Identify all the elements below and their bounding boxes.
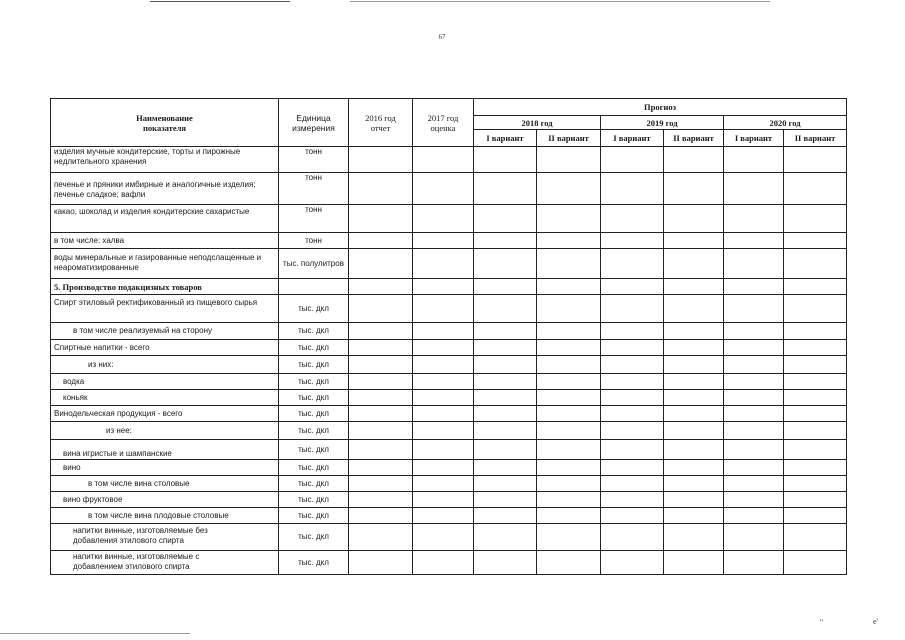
row-name: в том числе реализуемый на сторону <box>51 323 279 340</box>
table-row <box>51 460 847 476</box>
footer-mark-right: e' <box>873 617 878 626</box>
row-name: Винодельческая продукция - всего <box>51 406 279 422</box>
table-row-section <box>51 279 847 295</box>
row-unit: тонн <box>279 173 349 205</box>
row-unit: тонн <box>279 233 349 249</box>
row-unit: тыс. дкл <box>279 524 349 551</box>
table-row <box>51 390 847 406</box>
header-2019-variant2: II вариант <box>664 130 724 147</box>
row-unit: тыс. дкл <box>279 295 349 323</box>
table-row <box>51 476 847 492</box>
row-unit: тыс. дкл <box>279 422 349 440</box>
scan-artifact-line <box>0 633 190 634</box>
header-unit: Единица измерения <box>279 99 349 147</box>
row-unit: тыс. дкл <box>279 492 349 508</box>
row-name: Спирт этиловый ректификованный из пищевого сырья <box>51 295 279 323</box>
row-unit: тыс. дкл <box>279 323 349 340</box>
table-row <box>51 233 847 249</box>
row-name: вина игристые и шампанские <box>51 440 279 460</box>
row-name: в том числе вина столовые <box>51 476 279 492</box>
table-row <box>51 551 847 575</box>
row-name: Спиртные напитки - всего <box>51 340 279 356</box>
row-name: воды минеральные и газированные неподслащенные и неароматизированные <box>51 249 279 279</box>
row-unit: тыс. дкл <box>279 551 349 575</box>
row-name: коньяк <box>51 390 279 406</box>
row-unit: тыс. дкл <box>279 356 349 374</box>
table-row <box>51 406 847 422</box>
row-unit: тыс. дкл <box>279 374 349 390</box>
table-row <box>51 340 847 356</box>
table-row <box>51 295 847 323</box>
scan-artifact-line <box>150 1 290 2</box>
header-2020: 2020 год <box>724 116 847 130</box>
header-2018: 2018 год <box>474 116 601 130</box>
header-2019-variant1: I вариант <box>601 130 664 147</box>
row-name: вино <box>51 460 279 476</box>
table-row <box>51 173 847 205</box>
table-row <box>51 508 847 524</box>
row-unit: тонн <box>279 147 349 173</box>
row-unit <box>279 279 349 295</box>
row-name: напитки винные, изготовляемые без добавления этилового спирта <box>51 524 279 551</box>
table-row <box>51 492 847 508</box>
row-name: из них: <box>51 356 279 374</box>
header-2018-variant1: I вариант <box>474 130 537 147</box>
row-unit: тыс. дкл <box>279 406 349 422</box>
page-number: 67 <box>438 33 446 41</box>
header-forecast: Прогноз <box>474 99 847 116</box>
section-title: 5. Производство подакцизных товаров <box>51 279 279 295</box>
row-unit: тыс. дкл <box>279 390 349 406</box>
table-row <box>51 524 847 551</box>
row-unit: тыс. дкл <box>279 460 349 476</box>
table-row <box>51 147 847 173</box>
row-name: печенье и пряники имбирные и аналогичные изделия; печенье сладкое; вафли <box>51 173 279 205</box>
row-unit: тыс. дкл <box>279 476 349 492</box>
footer-mark-left: '' <box>820 618 823 627</box>
row-unit: тыс. дкл <box>279 340 349 356</box>
header-2018-variant2: II вариант <box>537 130 601 147</box>
row-name: вино фруктовое <box>51 492 279 508</box>
row-name: в том числе вина плодовые столовые <box>51 508 279 524</box>
header-2017: 2017 год оценка <box>413 99 474 147</box>
row-unit: тонн <box>279 205 349 233</box>
table-row <box>51 205 847 233</box>
table-row <box>51 440 847 460</box>
header-name: Наименование показателя <box>51 99 279 147</box>
row-name: водка <box>51 374 279 390</box>
row-name: какао, шоколад и изделия кондитерские сахаристые <box>51 205 279 233</box>
header-2016: 2016 год отчет <box>349 99 413 147</box>
row-unit: тыс. полулитров <box>279 249 349 279</box>
header-2020-variant1: I вариант <box>724 130 784 147</box>
row-name: изделия мучные кондитерские, торты и пирожные недлительного хранения <box>51 147 279 173</box>
table-row <box>51 323 847 340</box>
row-name: из нее: <box>51 422 279 440</box>
row-name: напитки винные, изготовляемые с добавлением этилового спирта <box>51 551 279 575</box>
scan-artifact-line <box>350 1 770 2</box>
forecast-table <box>50 98 847 575</box>
table-row <box>51 422 847 440</box>
table-row <box>51 374 847 390</box>
header-2019: 2019 год <box>601 116 724 130</box>
table-row <box>51 249 847 279</box>
row-unit: тыс. дкл <box>279 440 349 460</box>
table-row <box>51 356 847 374</box>
row-name: в том числе: халва <box>51 233 279 249</box>
header-2020-variant2: II вариант <box>784 130 847 147</box>
row-unit: тыс. дкл <box>279 508 349 524</box>
